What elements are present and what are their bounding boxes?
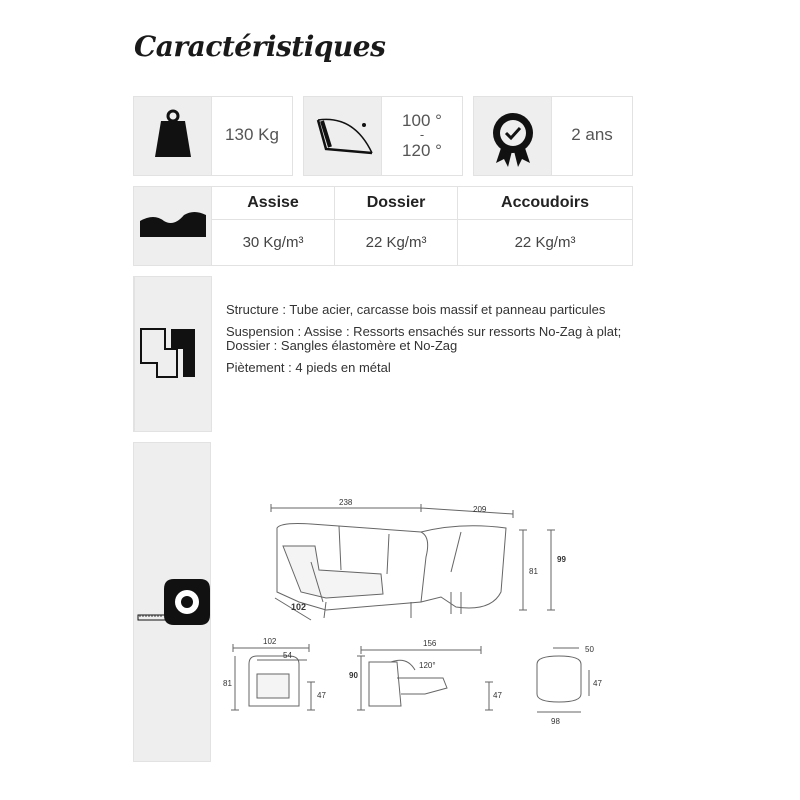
recline-icon-cell: [304, 97, 382, 175]
materials-structure: Structure : Tube acier, carcasse bois massif et panneau particules: [226, 302, 606, 317]
density-header-seat: Assise: [212, 187, 335, 220]
materials-suspension: Suspension : Assise : Ressorts ensachés sur ressorts No-Zag à plat; Dossier : Sangles élastomère et No-Zag: [226, 324, 622, 353]
density-box: [133, 186, 633, 266]
dim-main-total-height: 99: [557, 555, 566, 564]
recline-to: 120 °: [402, 141, 442, 160]
recline-sep: -: [419, 127, 425, 142]
dim-main-width-left: 238: [339, 498, 353, 507]
density-header-back: Dossier: [335, 187, 458, 220]
dim-main-seat-height: 81: [529, 567, 538, 576]
dim-side-height: 81: [223, 679, 232, 688]
dim-pouf-depth: 50: [585, 645, 594, 654]
pouf-drawing: [537, 648, 589, 712]
weight-icon-cell: [134, 97, 212, 175]
density-value-seat: 30 Kg/m³: [212, 220, 335, 266]
dim-side-seat-depth: 54: [283, 651, 292, 660]
dimension-drawings: [211, 442, 633, 762]
weight-value: 130 Kg: [225, 125, 279, 144]
dimensions-icon-cell: [133, 442, 211, 762]
warranty-badge-icon: [474, 97, 552, 175]
tape-measure-icon: [134, 443, 212, 761]
density-value-arms: 22 Kg/m³: [458, 220, 632, 266]
warranty-value: 2 ans: [571, 125, 613, 144]
page-title: Caractéristiques: [134, 30, 386, 63]
materials-box: [133, 276, 633, 432]
dim-main-depth: 102: [291, 602, 307, 612]
recline-view-drawing: [357, 646, 493, 710]
density-icon-cell: [134, 187, 212, 265]
recline-from: 100 °: [402, 111, 442, 130]
weight-box: [133, 96, 293, 176]
warranty-box: [473, 96, 633, 176]
dim-recline-length: 156: [423, 639, 437, 648]
weight-icon: [134, 97, 212, 175]
recline-angle-icon: [304, 97, 382, 175]
foam-icon: [134, 187, 212, 265]
dim-recline-seat-height: 47: [493, 691, 502, 700]
materials-text: [226, 303, 626, 383]
density-header-arms: Accoudoirs: [458, 187, 632, 220]
main-sofa-drawing: [271, 504, 555, 620]
dim-recline-angle: 120°: [419, 661, 436, 670]
recline-box: [303, 96, 463, 176]
dimensions-box: [133, 442, 633, 762]
materials-icon-cell: [134, 276, 212, 432]
dim-pouf-height: 47: [593, 679, 602, 688]
density-value-back: 22 Kg/m³: [335, 220, 458, 266]
materials-legs: Piètement : 4 pieds en métal: [226, 360, 391, 375]
dim-recline-height: 90: [349, 671, 358, 680]
dim-pouf-width: 98: [551, 717, 560, 726]
warranty-icon-cell: [474, 97, 552, 175]
dim-main-width-right: 209: [473, 505, 487, 514]
dim-side-seat-height: 47: [317, 691, 326, 700]
side-view-drawing: [231, 644, 315, 710]
dim-side-depth: 102: [263, 637, 277, 646]
structure-icon: [135, 277, 213, 431]
density-table: [211, 187, 632, 265]
